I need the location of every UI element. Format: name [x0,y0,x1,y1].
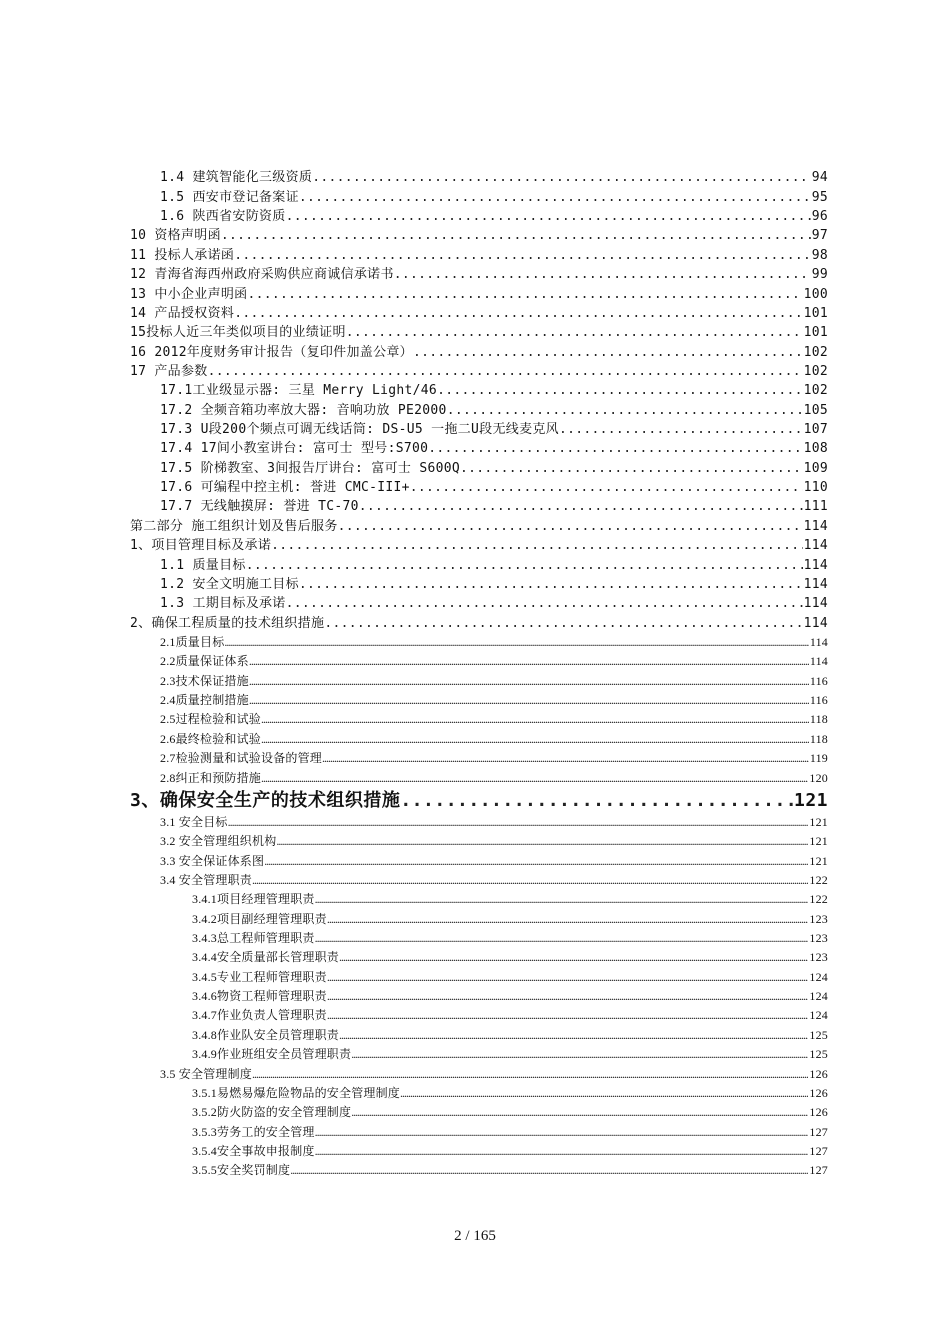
toc-entry-title: 17 产品参数 [130,363,208,379]
toc-entry-page-number: 123 [809,950,828,965]
toc-entry-title: 3.4.7作业负责人管理职责 [192,1008,327,1023]
toc-entry-page-number: 109 [803,460,828,476]
toc-entry[interactable] [130,265,828,284]
toc-entry-page-number: 126 [809,1066,828,1081]
toc-entry-title: 3.4.5专业工程师管理职责 [192,969,327,984]
toc-entry-title: 17.5 阶梯教室、3间报告厅讲台: 富可士 S600Q [160,460,460,476]
toc-entry[interactable] [130,207,828,226]
toc-entry[interactable] [130,710,828,729]
toc-entry-page-number: 118 [809,731,828,746]
toc-dot-leader [261,730,809,749]
toc-dot-leader [339,1026,808,1045]
toc-entry-page-number: 116 [809,693,828,708]
toc-entry-page-number: 127 [809,1124,828,1139]
toc-entry[interactable] [130,284,828,303]
toc-entry-page-number: 114 [803,538,828,554]
toc-entry-title: 1、项目管理目标及承诺 [130,538,272,554]
toc-entry-title: 17.6 可编程中控主机: 誉进 CMC-III+ [160,480,410,496]
toc-entry[interactable] [130,323,828,342]
toc-entry-title: 3.4.1项目经理管理职责 [192,892,315,907]
toc-entry-title: 17.4 17间小教室讲台: 富可士 型号:S700 [160,441,429,457]
toc-dot-leader [327,987,809,1006]
toc-dot-leader [413,343,803,362]
toc-entry-title: 1.2 安全文明施工目标 [160,576,299,592]
toc-entry[interactable] [130,890,828,909]
toc-entry-page-number: 99 [811,267,828,283]
toc-dot-leader [315,1123,809,1142]
toc-entry-title: 14 产品授权资料 [130,305,235,321]
toc-entry-title: 17.3 U段200个频点可调无线话筒: DS-U5 一拖二U段无线麦克风 [160,422,559,438]
toc-entry-title: 3.5.2防火防盗的安全管理制度 [192,1105,352,1120]
toc-entry[interactable] [130,594,828,613]
toc-entry[interactable] [130,400,828,419]
toc-entry-page-number: 121 [809,834,828,849]
toc-entry-title: 12 青海省海西州政府采购供应商诚信承诺书 [130,267,394,283]
toc-dot-leader [286,594,803,613]
toc-dot-leader [271,536,802,555]
toc-entry-page-number: 120 [809,770,828,785]
toc-dot-leader [315,890,809,909]
toc-entry-page-number: 114 [803,576,828,592]
toc-dot-leader [276,832,808,851]
toc-entry-page-number: 101 [803,325,828,341]
toc-entry-title: 3.5.3劳务工的安全管理 [192,1124,315,1139]
toc-entry-title: 2.2质量保证体系 [160,654,249,669]
toc-dot-leader [247,285,802,304]
toc-entry-page-number: 123 [809,911,828,926]
toc-entry[interactable] [130,168,828,187]
toc-entry-title: 3.5.1易燃易爆危险物品的安全管理制度 [192,1085,401,1100]
toc-entry[interactable] [130,304,828,323]
toc-entry[interactable] [130,948,828,967]
toc-entry-title: 13 中小企业声明函 [130,286,248,302]
toc-entry[interactable] [130,652,828,671]
toc-entry-page-number: 114 [803,518,828,534]
toc-entry-title: 17.2 全频音箱功率放大器: 音响功放 PE2000 [160,402,447,418]
toc-entry-title: 2.8纠正和预防措施 [160,770,262,785]
toc-dot-leader [428,439,802,458]
toc-entry[interactable] [130,613,828,632]
toc-dot-leader [322,749,809,768]
toc-dot-leader [351,1103,808,1122]
toc-entry-title: 3.4.8作业队安全员管理职责 [192,1027,340,1042]
toc-entry[interactable] [130,245,828,264]
toc-entry-page-number: 126 [809,1085,828,1100]
toc-dot-leader [327,910,809,929]
toc-entry-page-number: 121 [793,789,828,811]
toc-dot-leader [394,265,811,284]
toc-entry[interactable] [130,1161,828,1180]
toc-dot-leader [410,478,803,497]
toc-entry-page-number: 114 [803,557,828,573]
toc-dot-leader [338,517,803,536]
toc-entry-title: 3.5 安全管理制度 [160,1066,253,1081]
toc-entry-page-number: 108 [803,441,828,457]
toc-entry-page-number: 111 [803,499,828,515]
toc-entry-title: 3.4.3总工程师管理职责 [192,931,315,946]
toc-dot-leader [228,813,809,832]
toc-dot-leader [324,614,802,633]
toc-entry-page-number: 114 [803,615,828,631]
toc-entry-page-number: 95 [811,189,828,205]
toc-entry-page-number: 94 [811,170,828,186]
toc-dot-leader [447,401,803,420]
toc-entry-page-number: 125 [809,1027,828,1042]
toc-entry[interactable] [130,497,828,516]
toc-entry[interactable] [130,362,828,381]
toc-dot-leader [400,1084,808,1103]
table-of-contents [130,168,828,1180]
toc-entry[interactable] [130,768,828,787]
toc-entry-page-number: 123 [809,931,828,946]
toc-entry-page-number: 105 [803,402,828,418]
toc-entry-title: 2.1质量目标 [160,634,225,649]
toc-entry[interactable] [130,987,828,1006]
toc-entry-title: 3.4.2项目副经理管理职责 [192,911,327,926]
toc-dot-leader [249,652,809,671]
toc-entry[interactable] [130,226,828,245]
toc-entry-page-number: 114 [809,654,828,669]
toc-entry-title: 3.3 安全保证体系图 [160,853,265,868]
toc-entry-title: 2.4质量控制措施 [160,693,249,708]
toc-entry[interactable] [130,575,828,594]
toc-entry-page-number: 110 [803,480,828,496]
toc-entry-title: 16 2012年度财务审计报告（复印件加盖公章） [130,344,413,360]
toc-entry-title: 第二部分 施工组织计划及售后服务 [130,518,338,534]
toc-dot-leader [351,1045,808,1064]
toc-entry-title: 3.5.4安全事故申报制度 [192,1143,315,1158]
toc-dot-leader [299,575,803,594]
toc-dot-leader [299,188,811,207]
toc-dot-leader [460,459,803,478]
toc-entry-page-number: 116 [809,673,828,688]
toc-entry[interactable] [130,342,828,361]
toc-entry[interactable] [130,1025,828,1044]
toc-dot-leader [208,362,803,381]
toc-entry-page-number: 124 [809,969,828,984]
toc-entry[interactable] [130,729,828,748]
toc-entry[interactable] [130,929,828,948]
toc-dot-leader [359,497,803,516]
toc-entry-page-number: 114 [809,634,828,649]
toc-entry-page-number: 107 [803,422,828,438]
toc-entry-title: 11 投标人承诺函 [130,247,235,263]
toc-entry-title: 2、确保工程质量的技术组织措施 [130,615,325,631]
toc-entry[interactable] [130,691,828,710]
toc-dot-leader [400,789,793,813]
toc-dot-leader [246,556,803,575]
toc-dot-leader [312,168,811,187]
toc-entry-page-number: 124 [809,989,828,1004]
toc-entry-title: 3.4.9作业班组安全员管理职责 [192,1047,352,1062]
toc-entry[interactable] [130,187,828,206]
toc-dot-leader [252,1065,808,1084]
toc-entry-page-number: 122 [809,892,828,907]
toc-entry[interactable] [130,813,828,832]
toc-dot-leader [261,769,808,788]
toc-entry-page-number: 101 [803,305,828,321]
toc-entry[interactable] [130,871,828,890]
toc-entry[interactable] [130,458,828,477]
toc-entry[interactable] [130,1064,828,1083]
toc-entry[interactable] [130,671,828,690]
toc-entry-page-number: 124 [809,1008,828,1023]
toc-dot-leader [221,226,811,245]
toc-entry[interactable] [130,555,828,574]
toc-entry[interactable] [130,788,828,813]
toc-entry[interactable] [130,633,828,652]
toc-entry-title: 2.6最终检验和试验 [160,731,262,746]
toc-entry-title: 3.1 安全目标 [160,814,228,829]
toc-entry-page-number: 102 [803,344,828,360]
toc-entry-title: 2.3技术保证措施 [160,673,249,688]
toc-dot-leader [315,1142,809,1161]
toc-entry-title: 3.5.5安全奖罚制度 [192,1163,291,1178]
page-number-footer: 2 / 165 [454,1228,496,1244]
toc-entry[interactable] [130,1142,828,1161]
toc-entry-page-number: 118 [809,712,828,727]
toc-dot-leader [224,633,808,652]
toc-entry[interactable] [130,1006,828,1025]
toc-dot-leader [315,929,809,948]
toc-entry-page-number: 102 [803,363,828,379]
toc-entry-page-number: 100 [803,286,828,302]
toc-dot-leader [327,1006,809,1025]
toc-entry[interactable] [130,439,828,458]
toc-dot-leader [249,672,809,691]
toc-entry-page-number: 121 [809,853,828,868]
toc-entry[interactable] [130,1103,828,1122]
toc-entry-title: 3.4.4安全质量部长管理职责 [192,950,340,965]
toc-entry-page-number: 102 [803,383,828,399]
toc-entry-page-number: 125 [809,1047,828,1062]
toc-entry-title: 1.3 工期目标及承诺 [160,596,286,612]
toc-entry[interactable] [130,832,828,851]
toc-entry-page-number: 114 [803,596,828,612]
toc-dot-leader [286,207,811,226]
toc-dot-leader [264,852,808,871]
toc-entry-title: 3、确保安全生产的技术组织措施 [130,789,401,811]
toc-entry-page-number: 98 [811,247,828,263]
toc-entry[interactable] [130,967,828,986]
toc-entry[interactable] [130,851,828,870]
toc-dot-leader [249,691,809,710]
toc-entry-page-number: 126 [809,1105,828,1120]
toc-dot-leader [261,710,809,729]
toc-entry-title: 1.6 陕西省安防资质 [160,209,286,225]
toc-entry-title: 17.7 无线触摸屏: 誉进 TC-70 [160,499,359,515]
toc-entry-title: 1.1 质量目标 [160,557,246,573]
toc-entry-title: 15投标人近三年类似项目的业绩证明 [130,325,346,341]
toc-dot-leader [234,304,802,323]
toc-entry-page-number: 96 [811,209,828,225]
toc-entry-page-number: 127 [809,1143,828,1158]
toc-entry[interactable] [130,536,828,555]
toc-entry[interactable] [130,1084,828,1103]
toc-entry[interactable] [130,1045,828,1064]
toc-entry-title: 2.5过程检验和试验 [160,712,262,727]
toc-dot-leader [252,871,808,890]
toc-entry-title: 1.5 西安市登记备案证 [160,189,299,205]
toc-entry-page-number: 97 [811,228,828,244]
toc-entry[interactable] [130,749,828,768]
toc-entry-title: 10 资格声明函 [130,228,221,244]
toc-entry-title: 3.4 安全管理职责 [160,872,253,887]
toc-entry-title: 3.2 安全管理组织机构 [160,834,277,849]
toc-dot-leader [327,968,809,987]
toc-entry[interactable] [130,909,828,928]
toc-dot-leader [290,1161,808,1180]
toc-entry[interactable] [130,420,828,439]
toc-entry-title: 3.4.6物资工程师管理职责 [192,989,327,1004]
toc-entry-page-number: 119 [809,751,828,766]
toc-dot-leader [559,420,803,439]
toc-dot-leader [234,246,811,265]
toc-entry-page-number: 127 [809,1163,828,1178]
toc-entry[interactable] [130,516,828,535]
toc-entry[interactable] [130,478,828,497]
toc-dot-leader [339,948,808,967]
toc-entry-page-number: 121 [809,814,828,829]
toc-entry-title: 1.4 建筑智能化三级资质 [160,170,313,186]
toc-entry[interactable] [130,1122,828,1141]
toc-entry[interactable] [130,381,828,400]
toc-dot-leader [346,323,803,342]
toc-entry-page-number: 122 [809,872,828,887]
toc-entry-title: 2.7检验测量和试验设备的管理 [160,751,323,766]
toc-entry-title: 17.1工业级显示器: 三星 Merry Light/46 [160,383,438,399]
toc-dot-leader [437,381,803,400]
